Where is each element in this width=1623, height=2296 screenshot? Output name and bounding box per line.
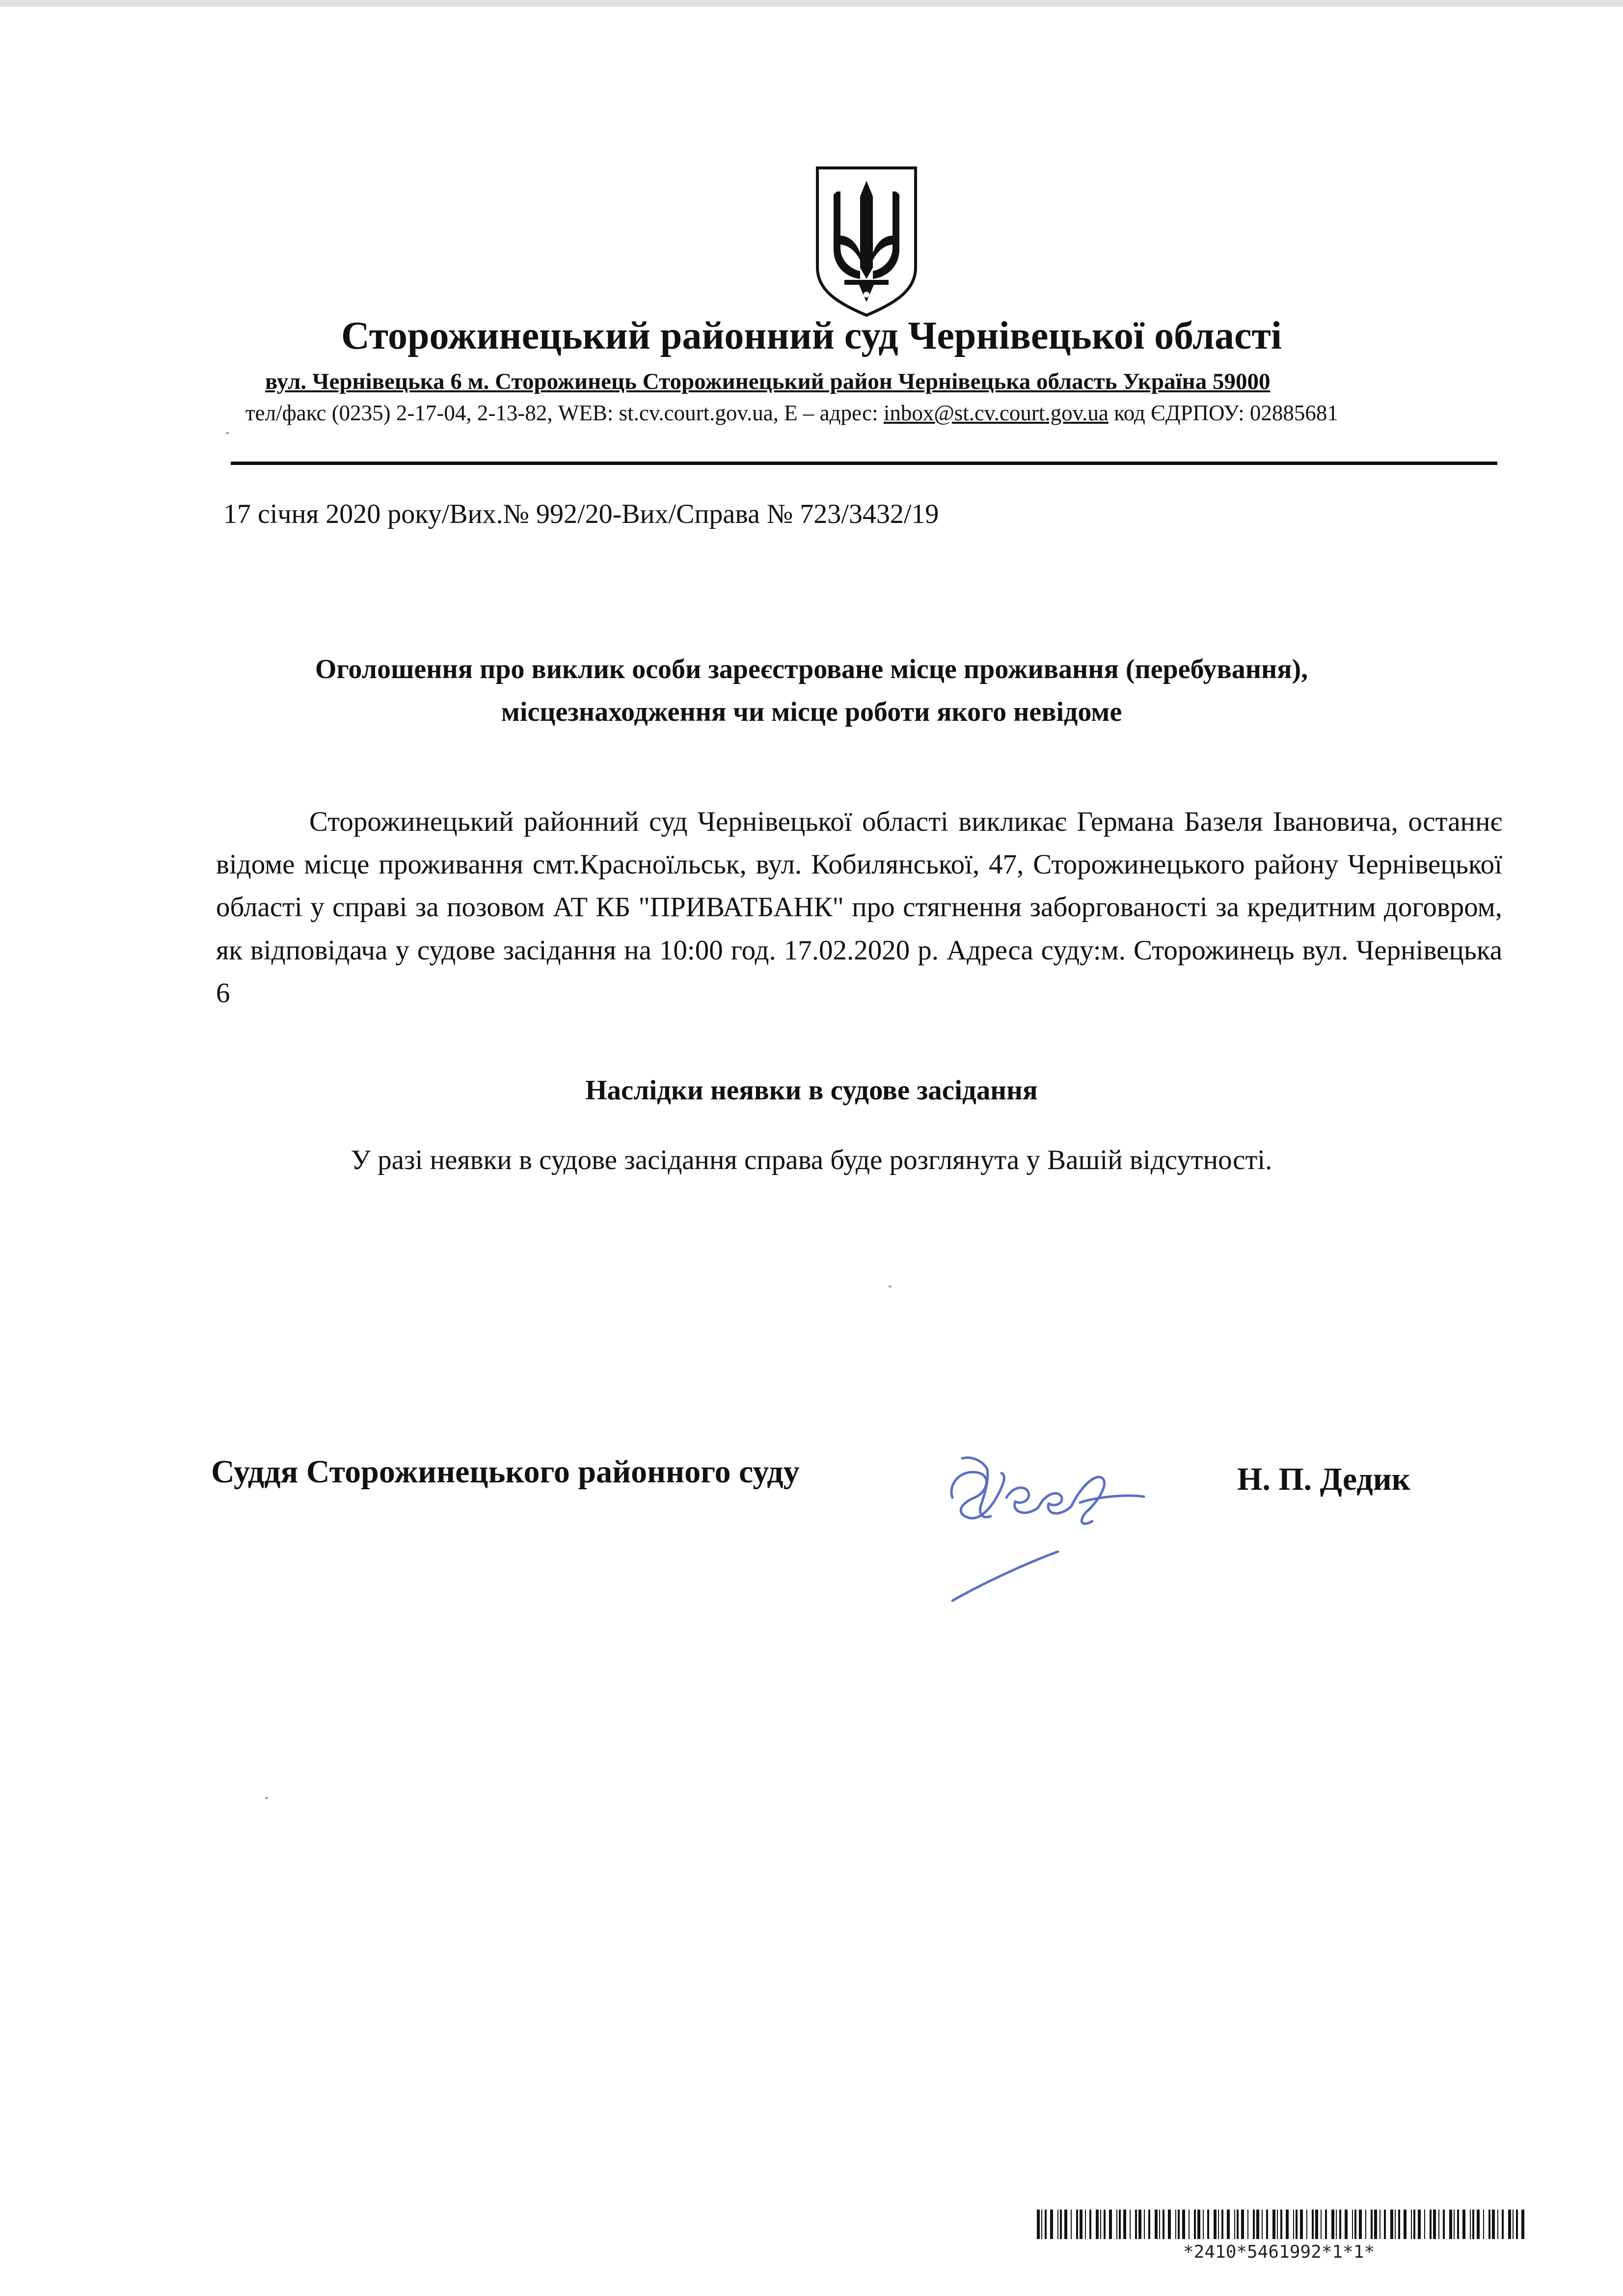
announcement-title-line-2: місцезнаходження чи місце роботи якого невідоме — [501, 696, 1122, 727]
court-contacts — [245, 400, 1338, 426]
consequences-title: Наслідки неявки в судове засідання — [585, 1075, 1038, 1106]
barcode-icon — [1036, 2210, 1527, 2239]
barcode-number: *2410*5461992*1*1* — [1183, 2242, 1375, 2262]
judge-title: Суддя Сторожинецького районного суду — [211, 1454, 800, 1490]
header-divider — [231, 462, 1497, 465]
scan-edge — [0, 0, 1623, 7]
outgoing-number: 17 січня 2020 року/Вих.№ 992/20-Вих/Справа № 723/3432/19 — [223, 499, 939, 529]
handwritten-signature-icon — [933, 1439, 1286, 1615]
contacts-suffix: код ЄДРПОУ: 02885681 — [1108, 401, 1338, 425]
announcement-body — [216, 800, 1502, 1014]
announcement-body-paragraph: Сторожинецький районний суд Чернівецької області викликає Германа Базеля Івановича, останнє відоме місце проживання смт.Красноїльськ, вул. Кобилянської, 47, Сторожинецького району Чернівецької області у справі за позовом АТ КБ "ПРИВАТБАНК" про стягнення заборгованості за кредитним договром, як відповідача у судове засідання на 10:00 год. 17.02.2020 р. Адреса суду:м. Сторожинець вул. Чернівецька 6 — [216, 806, 1502, 1009]
announcement-title — [0, 648, 1623, 734]
court-address: вул. Чернівецька 6 м. Сторожинець Сторожинецький район Чернівецька область Україна 59000 — [265, 369, 1271, 394]
announcement-title-line-1: Оголошення про виклик особи зареєстроване місце проживання (перебування), — [315, 654, 1308, 684]
scan-speck — [226, 432, 229, 434]
scan-speck — [889, 1285, 892, 1287]
consequences-text: У разі неявки в судове засідання справа буде розглянута у Вашій відсутності. — [351, 1145, 1272, 1175]
scan-speck — [265, 1797, 268, 1799]
email-link[interactable]: inbox@st.cv.court.gov.ua — [883, 401, 1109, 425]
court-name: Сторожинецький районний суд Чернівецької області — [341, 314, 1282, 357]
judge-name: Н. П. Дедик — [1237, 1461, 1410, 1497]
contacts-prefix: тел/факс (0235) 2-17-04, 2-13-82, WEB: st.cv.court.gov.ua, Е – адрес: — [245, 401, 884, 425]
coat-of-arms-of-ukraine-icon — [810, 162, 923, 319]
document-barcode — [1036, 2210, 1527, 2283]
